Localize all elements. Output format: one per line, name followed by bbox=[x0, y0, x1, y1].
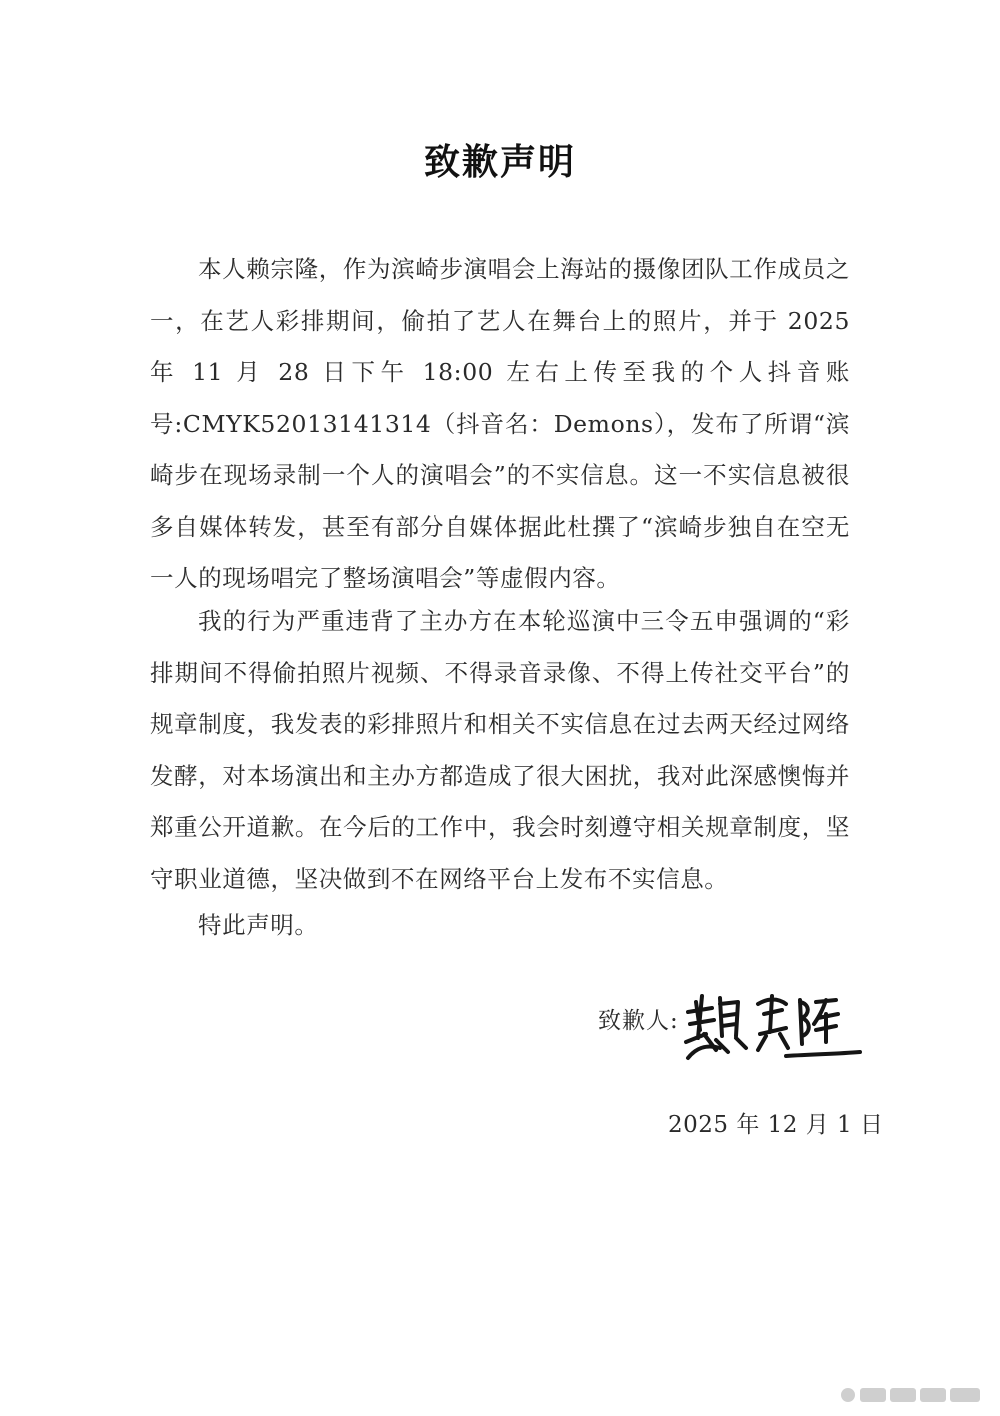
signer-label: 致歉人: bbox=[598, 1008, 679, 1034]
paragraph-1: 本人赖宗隆，作为滨崎步演唱会上海站的摄像团队工作成员之一，在艺人彩排期间，偷拍了艺人在舞台上的照片，并于 2025 年 11 月 28 日下午 18:00 左右上传至我的个人抖音账号:CMYK52013141314（抖音名：Demons），发布了所谓“滨崎步在现场录制一个人的演唱会”的不实信息。这一不实信息被很多自媒体转发，甚至有部分自媒体据此杜撰了“滨崎步独自在空无一人的现场唱完了整场演唱会”等虚假内容。 bbox=[150, 255, 850, 592]
document-date: 2025 年 12 月 1 日 bbox=[668, 1112, 884, 1138]
paragraph-2: 我的行为严重违背了主办方在本轮巡演中三令五申强调的“彩排期间不得偷拍照片视频、不得录音录像、不得上传社交平台”的规章制度，我发表的彩排照片和相关不实信息在过去两天经过网络发酵，对本场演出和主办方都造成了很大困扰，我对此深感懊悔并郑重公开道歉。在今后的工作中，我会时刻遵守相关规章制度，坚守职业道德，坚决做到不在网络平台上发布不实信息。 bbox=[150, 607, 850, 893]
watermark-logo bbox=[838, 1382, 988, 1408]
handwritten-signature bbox=[676, 978, 866, 1078]
paragraph-3: 特此声明。 bbox=[198, 911, 319, 939]
document-title: 致歉声明 bbox=[423, 142, 576, 183]
